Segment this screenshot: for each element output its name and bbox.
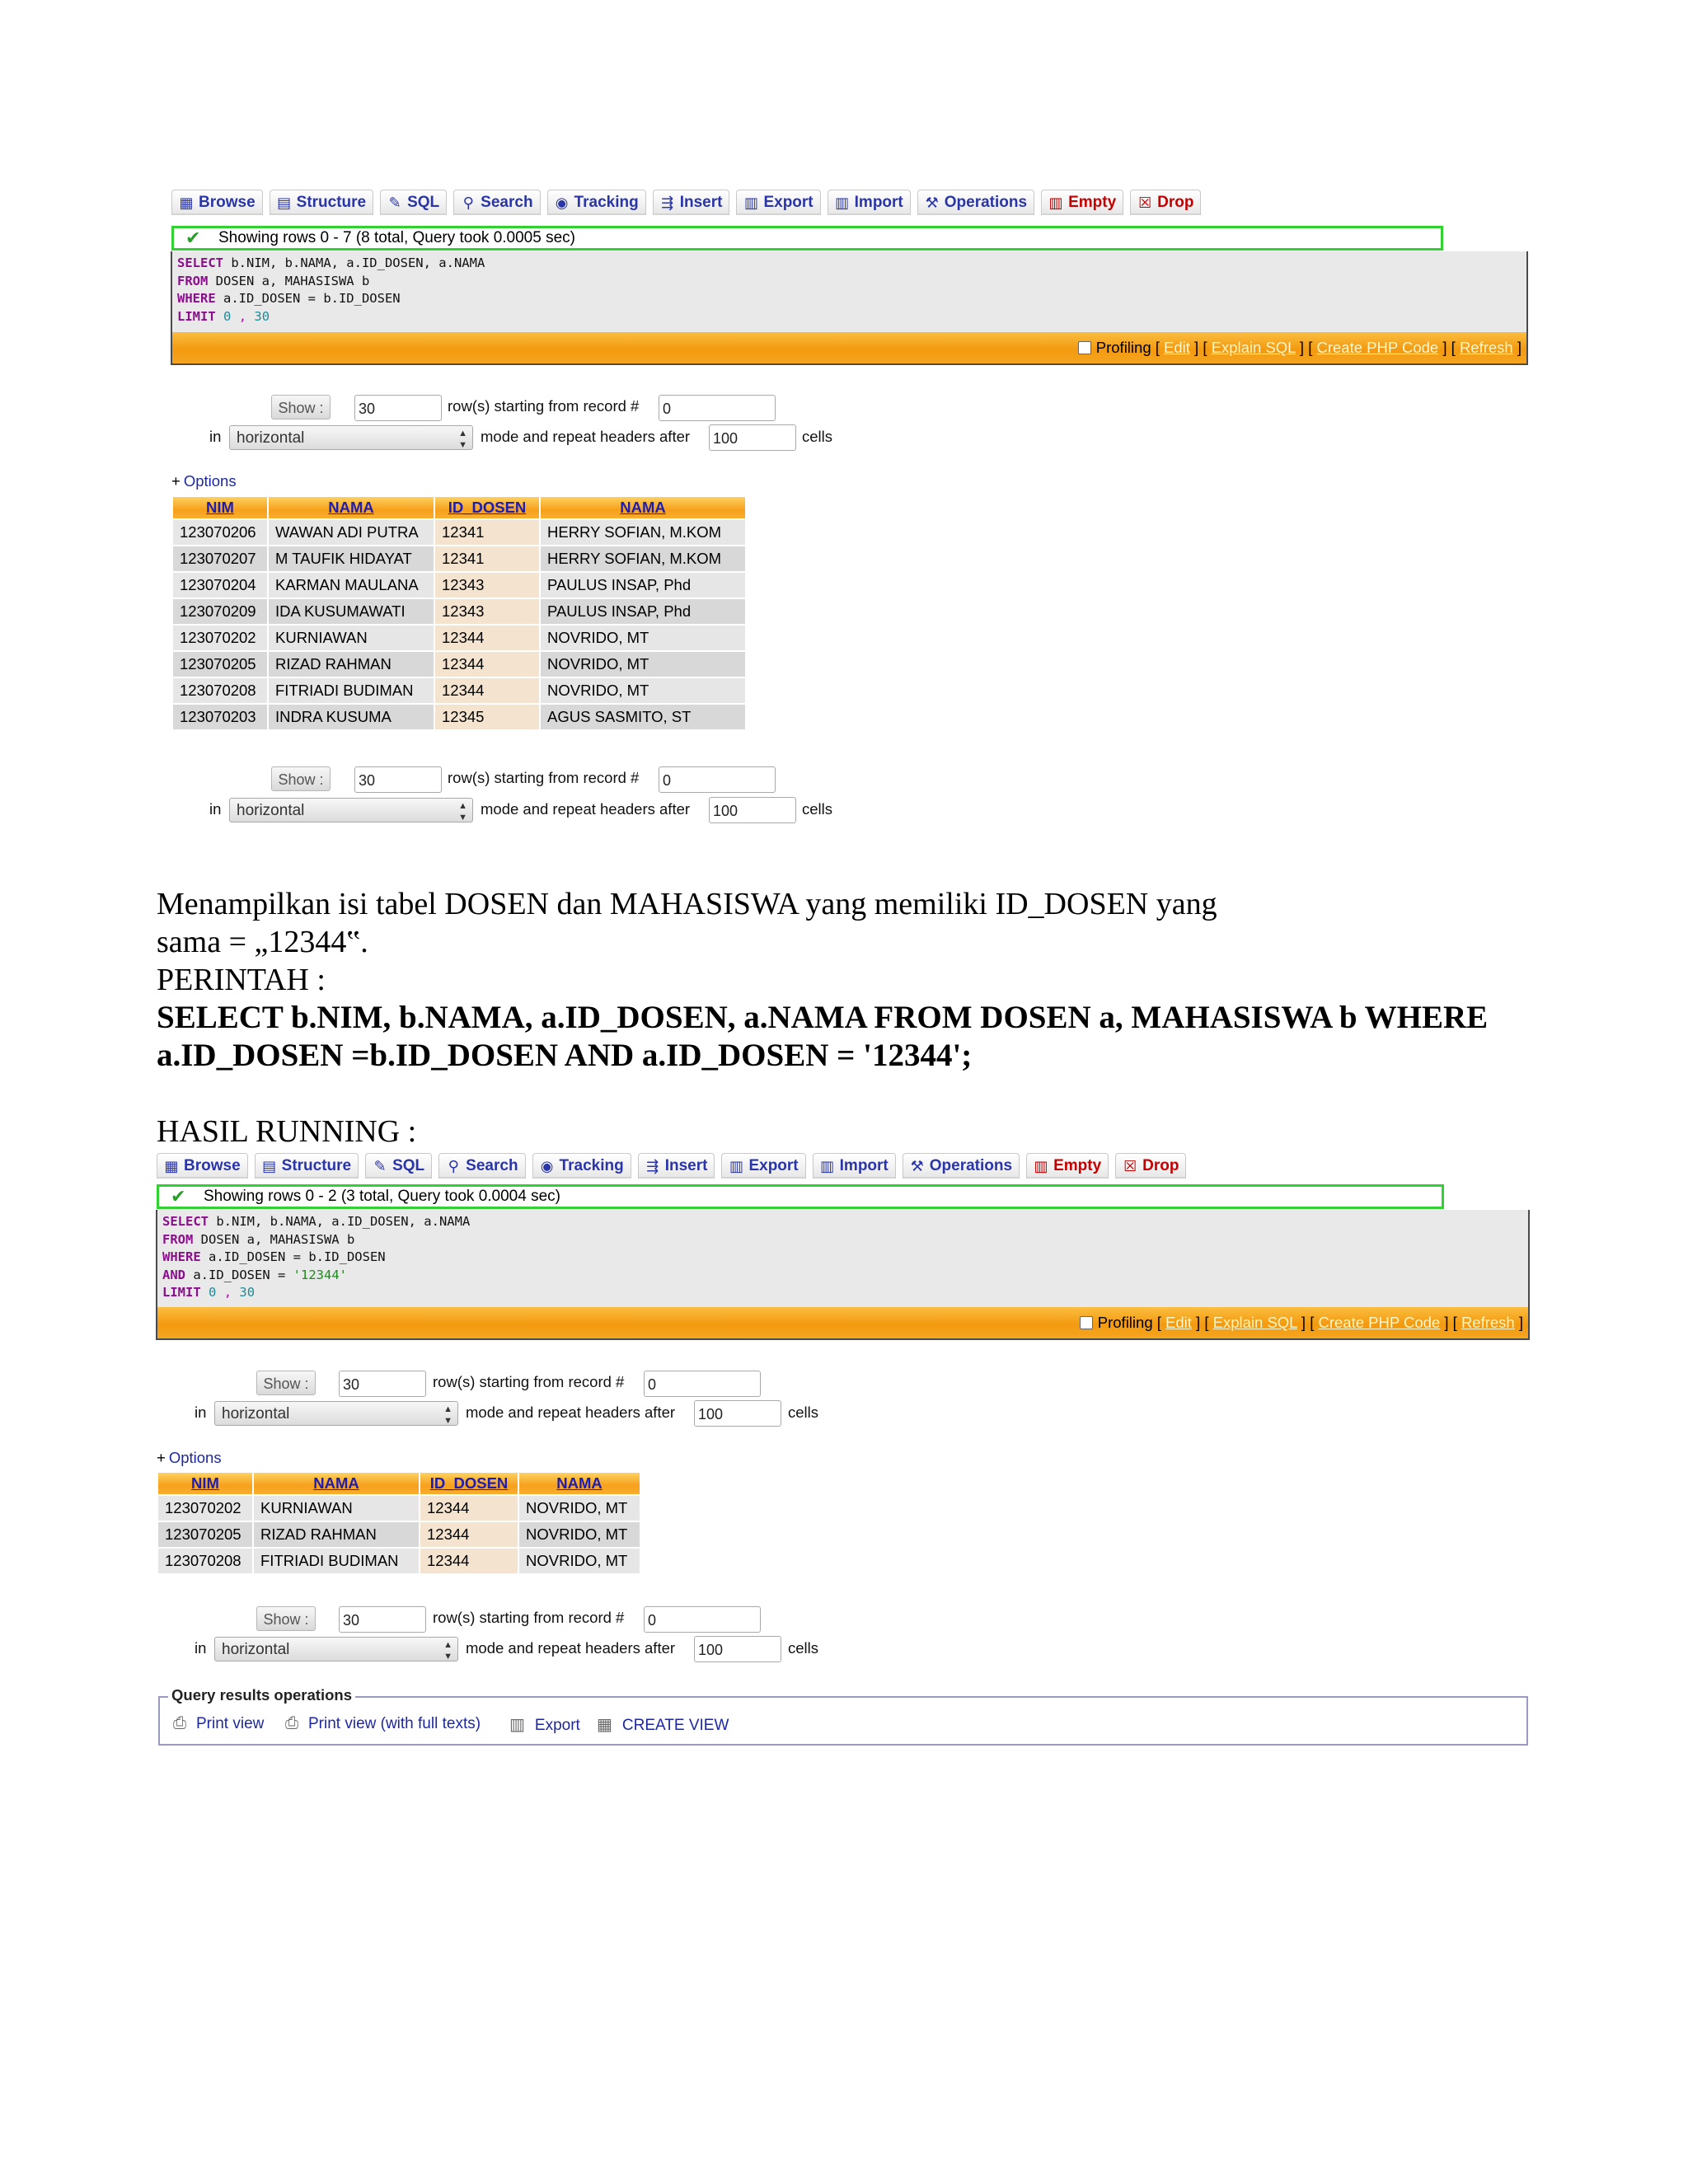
tab-sql[interactable]: ✎ SQL	[380, 190, 447, 215]
cell-nim: 123070208	[158, 1549, 252, 1573]
import-icon: ▥	[820, 1158, 835, 1174]
table-row[interactable]	[173, 599, 745, 624]
sql-icon: ✎	[373, 1158, 387, 1174]
tab-search[interactable]: ⚲ Search	[453, 190, 540, 215]
export-icon: ▥	[743, 194, 758, 211]
explain-sql-link[interactable]: Explain SQL	[1211, 339, 1296, 356]
table-row[interactable]	[173, 626, 745, 650]
starting-label: row(s) starting from record #	[433, 1373, 625, 1390]
start-record-input[interactable]: 0	[644, 1371, 761, 1397]
tab-operations[interactable]: ⚒ Operations	[903, 1153, 1020, 1179]
tracking-icon: ◉	[540, 1158, 554, 1174]
repeat-headers-input[interactable]: 100	[694, 1400, 781, 1427]
table-row[interactable]	[173, 573, 745, 598]
starting-label-bottom: row(s) starting from record #	[433, 1609, 625, 1626]
cell-nim: 123070208	[173, 678, 267, 703]
cell-id-dosen: 12343	[435, 573, 539, 598]
empty-icon: ▥	[1048, 194, 1063, 211]
command-heading: PERINTAH :	[157, 963, 326, 997]
cell-nama: RIZAD RAHMAN	[254, 1522, 419, 1547]
export-icon: ▥	[509, 1716, 525, 1734]
import-icon: ▥	[835, 194, 850, 211]
table-icon: ▦	[179, 194, 194, 211]
sql-query-text: SELECT b.NIM, b.NAMA, a.ID_DOSEN, a.NAMA FROM DOSEN a, MAHASISWA b WHERE a.ID_DOSEN = b.ID_DOSEN AND a.ID_DOSEN = '12344' LIMIT 0 , 30	[162, 1214, 471, 1300]
col-nama-dosen[interactable]: NAMA	[541, 497, 745, 518]
table-row[interactable]	[158, 1522, 640, 1547]
check-icon: ✔	[185, 227, 201, 248]
print-view-full-link[interactable]: ⎙ Print view (with full texts)	[285, 1714, 481, 1732]
cell-nama: INDRA KUSUMA	[269, 705, 434, 729]
rows-count-input[interactable]: 30	[354, 395, 442, 421]
rows-count-input-bottom[interactable]: 30	[354, 766, 442, 793]
rows-count-input[interactable]: 30	[339, 1371, 426, 1397]
cells-label: cells	[788, 1404, 819, 1421]
in-label: in	[209, 428, 222, 445]
table-row[interactable]	[173, 546, 745, 571]
table-row[interactable]	[173, 678, 745, 703]
tab-drop[interactable]: ☒ Drop	[1115, 1153, 1186, 1179]
in-label-bottom: in	[195, 1639, 207, 1657]
tab-bar-2	[157, 1153, 1186, 1178]
cell-nama-dosen: NOVRIDO, MT	[541, 678, 745, 703]
rows-count-input-bottom[interactable]: 30	[339, 1606, 426, 1633]
col-nim[interactable]: NIM	[158, 1473, 252, 1494]
select-arrows-icon: ▲ ▼	[443, 1404, 452, 1426]
results-table-1	[171, 495, 747, 731]
tab-export[interactable]: ▥ Export	[721, 1153, 805, 1179]
sql-query-box	[156, 1210, 1530, 1340]
result-heading: HASIL RUNNING :	[157, 1114, 417, 1149]
cell-nim: 123070205	[173, 652, 267, 677]
cell-id-dosen: 12341	[435, 520, 539, 545]
table-row[interactable]	[158, 1496, 640, 1521]
sql-icon: ✎	[388, 194, 401, 211]
col-id-dosen[interactable]: ID_DOSEN	[420, 1473, 518, 1494]
cells-label-bottom: cells	[788, 1639, 819, 1657]
profiling-bar: Profiling [ Edit ] [ Explain SQL ] [ Create PHP Code ] [ Refresh ]	[172, 332, 1526, 363]
cells-label: cells	[802, 428, 833, 445]
cell-id-dosen: 12341	[435, 546, 539, 571]
success-message: ✔ Showing rows 0 - 2 (3 total, Query took 0.0004 sec)	[157, 1184, 1444, 1209]
profiling-checkbox[interactable]	[1080, 1316, 1093, 1329]
cell-id-dosen: 12344	[435, 652, 539, 677]
cell-nim: 123070203	[173, 705, 267, 729]
cell-id-dosen: 12344	[435, 678, 539, 703]
refresh-link[interactable]: Refresh	[1459, 339, 1513, 356]
query-results-operations-legend: Query results operations	[168, 1686, 355, 1704]
structure-icon: ▤	[262, 1158, 277, 1174]
results-table-2	[157, 1471, 641, 1575]
cell-id-dosen: 12343	[435, 599, 539, 624]
cell-nama-dosen: NOVRIDO, MT	[541, 652, 745, 677]
cell-nama: KURNIAWAN	[269, 626, 434, 650]
cell-nama: FITRIADI BUDIMAN	[254, 1549, 419, 1573]
tab-export[interactable]: ▥ Export	[736, 190, 820, 215]
success-message: ✔ Showing rows 0 - 7 (8 total, Query took 0.0005 sec)	[171, 226, 1443, 251]
export-icon: ▥	[729, 1158, 743, 1174]
tracking-icon: ◉	[555, 194, 569, 211]
operations-icon: ⚒	[925, 194, 939, 211]
cell-nama: KARMAN MAULANA	[269, 573, 434, 598]
select-arrows-icon: ▲ ▼	[458, 801, 467, 823]
display-mode-select[interactable]: horizontal ▲ ▼	[214, 1401, 458, 1426]
sql-query-text: SELECT b.NIM, b.NAMA, a.ID_DOSEN, a.NAMA FROM DOSEN a, MAHASISWA b WHERE a.ID_DOSEN = b.ID_DOSEN LIMIT 0 , 30	[177, 255, 485, 324]
cell-nama-dosen: HERRY SOFIAN, M.KOM	[541, 520, 745, 545]
refresh-link[interactable]: Refresh	[1461, 1314, 1515, 1331]
tab-browse[interactable]: ▦ Browse	[171, 190, 263, 215]
check-icon: ✔	[171, 1186, 186, 1207]
cell-id-dosen: 12345	[435, 705, 539, 729]
table-icon: ▦	[164, 1158, 179, 1174]
explain-sql-link[interactable]: Explain SQL	[1212, 1314, 1297, 1331]
header-row	[173, 497, 745, 518]
tab-browse[interactable]: ▦ Browse	[157, 1153, 248, 1179]
empty-icon: ▥	[1034, 1158, 1048, 1174]
mode-label-bottom: mode and repeat headers after	[481, 800, 691, 818]
create-php-code-link[interactable]: Create PHP Code	[1316, 339, 1439, 356]
drop-icon: ☒	[1138, 194, 1152, 211]
cell-nim: 123070202	[173, 626, 267, 650]
search-icon: ⚲	[462, 194, 474, 211]
tab-sql[interactable]: ✎ SQL	[365, 1153, 432, 1179]
sql-command-line-1: SELECT b.NIM, b.NAMA, a.ID_DOSEN, a.NAMA FROM DOSEN a, MAHASISWA b WHERE	[157, 1000, 1489, 1035]
cell-nama-dosen: NOVRIDO, MT	[541, 626, 745, 650]
print-icon: ⎙	[173, 1714, 186, 1732]
tab-operations[interactable]: ⚒ Operations	[917, 190, 1034, 215]
cell-id-dosen: 12344	[435, 626, 539, 650]
export-link[interactable]: ▥ Export	[509, 1716, 580, 1734]
tab-tracking[interactable]: ◉ Tracking	[532, 1153, 631, 1179]
cell-nama-dosen: NOVRIDO, MT	[519, 1496, 640, 1521]
cells-label-bottom: cells	[802, 800, 833, 818]
cell-nama: WAWAN ADI PUTRA	[269, 520, 434, 545]
cell-nama: KURNIAWAN	[254, 1496, 419, 1521]
table-row[interactable]	[173, 705, 745, 729]
options-link[interactable]: + Options	[157, 1449, 222, 1466]
in-label-bottom: in	[209, 800, 222, 818]
print-view-link[interactable]: ⎙ Print view	[173, 1714, 265, 1732]
tab-search[interactable]: ⚲ Search	[438, 1153, 525, 1179]
starting-label: row(s) starting from record #	[448, 397, 640, 415]
cell-id-dosen: 12344	[420, 1496, 518, 1521]
tab-bar-1	[171, 194, 1201, 216]
create-view-link[interactable]: ▦ CREATE VIEW	[597, 1716, 729, 1734]
show-button[interactable]: Show :	[256, 1371, 316, 1395]
tab-tracking[interactable]: ◉ Tracking	[547, 190, 646, 215]
tab-import[interactable]: ▥ Import	[813, 1153, 896, 1179]
tab-structure[interactable]: ▤ Structure	[255, 1153, 359, 1179]
cell-nama: M TAUFIK HIDAYAT	[269, 546, 434, 571]
tab-drop[interactable]: ☒ Drop	[1130, 190, 1201, 215]
options-link[interactable]: + Options	[171, 472, 237, 490]
structure-icon: ▤	[277, 194, 292, 211]
insert-icon: ⇶	[646, 1158, 659, 1174]
description-line-2: sama = „12344‟.	[157, 925, 368, 959]
cell-nama-dosen: AGUS SASMITO, ST	[541, 705, 745, 729]
select-arrows-icon: ▲ ▼	[443, 1640, 452, 1661]
drop-icon: ☒	[1123, 1158, 1137, 1174]
mode-label: mode and repeat headers after	[481, 428, 691, 445]
profiling-bar: Profiling [ Edit ] [ Explain SQL ] [ Create PHP Code ] [ Refresh ]	[157, 1307, 1528, 1338]
description-line-1: Menampilkan isi tabel DOSEN dan MAHASISWA yang memiliki ID_DOSEN yang	[157, 887, 1217, 921]
cell-nama-dosen: HERRY SOFIAN, M.KOM	[541, 546, 745, 571]
show-button-bottom[interactable]: Show :	[271, 766, 331, 791]
cell-nim: 123070205	[158, 1522, 252, 1547]
start-record-input-bottom[interactable]: 0	[659, 766, 776, 793]
operations-icon: ⚒	[910, 1158, 924, 1174]
mode-label: mode and repeat headers after	[466, 1404, 676, 1421]
cell-nama: RIZAD RAHMAN	[269, 652, 434, 677]
starting-label-bottom: row(s) starting from record #	[448, 769, 640, 786]
profiling-checkbox[interactable]	[1078, 341, 1091, 354]
show-button-bottom[interactable]: Show :	[256, 1606, 316, 1631]
query-results-operations	[158, 1686, 1528, 1746]
display-mode-select-bottom[interactable]: horizontal ▲ ▼	[214, 1637, 458, 1661]
cell-nim: 123070209	[173, 599, 267, 624]
edit-link[interactable]: Edit	[1165, 1314, 1192, 1331]
edit-link[interactable]: Edit	[1164, 339, 1190, 356]
display-mode-select-bottom[interactable]: horizontal ▲ ▼	[229, 798, 473, 823]
mode-label-bottom: mode and repeat headers after	[466, 1639, 676, 1657]
cell-nim: 123070204	[173, 573, 267, 598]
tab-insert[interactable]: ⇶ Insert	[638, 1153, 715, 1179]
create-php-code-link[interactable]: Create PHP Code	[1318, 1314, 1441, 1331]
cell-nim: 123070202	[158, 1496, 252, 1521]
col-nim[interactable]: NIM	[173, 497, 267, 518]
cell-id-dosen: 12344	[420, 1522, 518, 1547]
tab-empty[interactable]: ▥ Empty	[1041, 190, 1123, 215]
table-row[interactable]	[173, 520, 745, 545]
col-nama-dosen[interactable]: NAMA	[519, 1473, 640, 1494]
cell-id-dosen: 12344	[420, 1549, 518, 1573]
cell-nama-dosen: PAULUS INSAP, Phd	[541, 573, 745, 598]
search-icon: ⚲	[448, 1158, 459, 1174]
print-icon: ⎙	[285, 1714, 298, 1732]
cell-nim: 123070207	[173, 546, 267, 571]
insert-icon: ⇶	[661, 194, 674, 211]
repeat-headers-input[interactable]: 100	[709, 424, 796, 451]
cell-nama-dosen: PAULUS INSAP, Phd	[541, 599, 745, 624]
tab-structure[interactable]: ▤ Structure	[270, 190, 373, 215]
cell-nama: FITRIADI BUDIMAN	[269, 678, 434, 703]
sql-query-box	[171, 251, 1528, 365]
col-nama[interactable]: NAMA	[254, 1473, 419, 1494]
create-view-icon: ▦	[597, 1716, 612, 1734]
repeat-headers-input-bottom[interactable]: 100	[694, 1636, 781, 1662]
tab-empty[interactable]: ▥ Empty	[1026, 1153, 1109, 1179]
display-mode-select[interactable]: horizontal ▲ ▼	[229, 425, 473, 450]
table-row[interactable]	[173, 652, 745, 677]
cell-nim: 123070206	[173, 520, 267, 545]
cell-nama: IDA KUSUMAWATI	[269, 599, 434, 624]
table-row[interactable]	[158, 1549, 640, 1573]
header-row	[158, 1473, 640, 1494]
start-record-input-bottom[interactable]: 0	[644, 1606, 761, 1633]
in-label: in	[195, 1404, 207, 1421]
start-record-input[interactable]: 0	[659, 395, 776, 421]
show-button[interactable]: Show :	[271, 395, 331, 419]
col-id-dosen[interactable]: ID_DOSEN	[435, 497, 539, 518]
tab-insert[interactable]: ⇶ Insert	[653, 190, 730, 215]
col-nama[interactable]: NAMA	[269, 497, 434, 518]
sql-command-line-2: a.ID_DOSEN =b.ID_DOSEN AND a.ID_DOSEN = '12344';	[157, 1038, 973, 1073]
select-arrows-icon: ▲ ▼	[458, 429, 467, 450]
repeat-headers-input-bottom[interactable]: 100	[709, 797, 796, 823]
cell-nama-dosen: NOVRIDO, MT	[519, 1522, 640, 1547]
cell-nama-dosen: NOVRIDO, MT	[519, 1549, 640, 1573]
tab-import[interactable]: ▥ Import	[828, 190, 911, 215]
